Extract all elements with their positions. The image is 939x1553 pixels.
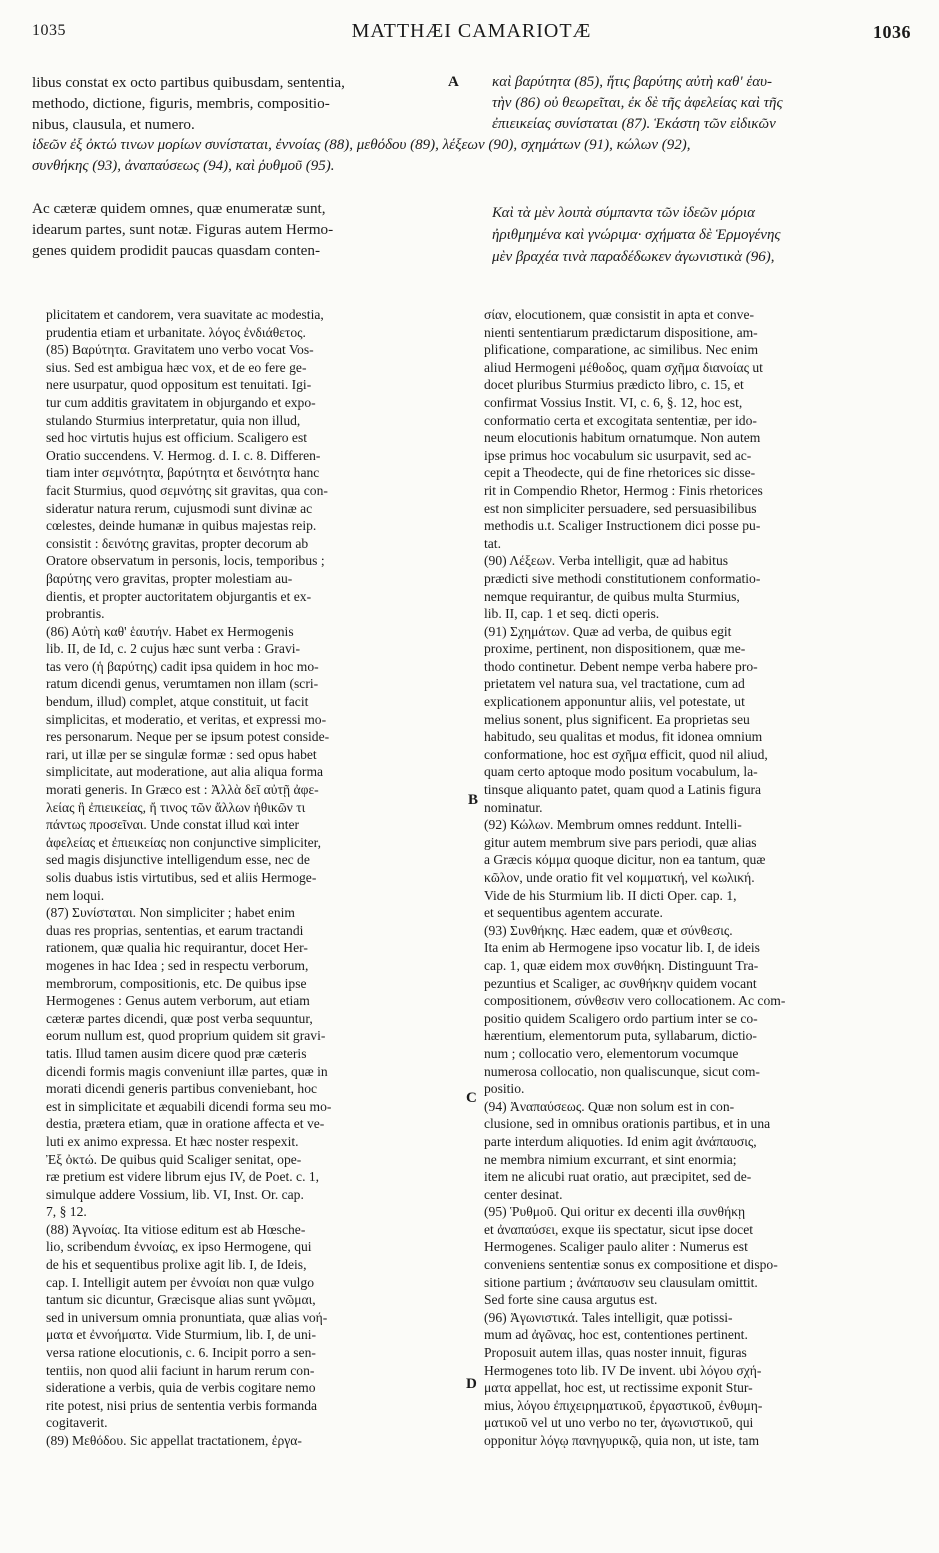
text-line: ἀφελείας et ἐπιεικείας non conjunctive simpliciter, bbox=[46, 834, 322, 850]
text-line: compositionem, σύνθεσιν vero collocationem. Ac com- bbox=[484, 993, 786, 1009]
text-line: Ita enim ab Hermogene ipso vocatur lib. I, de ideis bbox=[484, 940, 760, 956]
text-line: κῶλον, unde oratio fit vel κομματική, vel κωλική. bbox=[484, 870, 755, 885]
text-line: cap. I. Intelligit autem per ἐννοίαι non quæ vulgo bbox=[46, 1274, 315, 1290]
text-line: versa ratione elocutionis, c. 6. Incipit porro a sen- bbox=[46, 1345, 316, 1361]
text-line: probrantis. bbox=[46, 606, 105, 622]
text-line: cæteræ partes dicendi, quæ post verba sequuntur, bbox=[46, 1010, 313, 1026]
margin-marker-d: D bbox=[466, 1376, 477, 1392]
text-line: (93) Συνθήκης. Hæc eadem, quæ et σύνθεσις. bbox=[484, 922, 733, 938]
text-line: et sequentibus agentem accurate. bbox=[484, 905, 663, 921]
text-line: dientis, et propter auctoritatem objurgantis et ex- bbox=[46, 588, 312, 604]
text-line: nem loqui. bbox=[46, 887, 105, 903]
text-line: sideratione a verbis, quia de verbis cogitare nemo bbox=[46, 1380, 316, 1396]
greek-text-top bbox=[492, 72, 912, 135]
text-line: ματα appellat, hoc est, ut rectissime exponit Stur- bbox=[484, 1380, 753, 1396]
running-title: MATTHÆI CAMARIOTÆ bbox=[351, 20, 592, 42]
text-line: nienti sententiarum prædictarum dispositione, am- bbox=[484, 324, 758, 340]
text-line: positio quidem Scaligero ordo partium inter se co- bbox=[484, 1010, 758, 1026]
text-line: tiam inter σεμνότητα, βαρύτητα et δεινότητα hanc bbox=[46, 465, 320, 481]
text-line: (90) Λέξεων. Verba intelligit, quæ ad habitus bbox=[484, 553, 729, 569]
text-line: methodo, dictione, figuris, membris, compositio- bbox=[32, 95, 330, 112]
text-line: tur cum additis gravitatem in objurgando et expo- bbox=[46, 394, 316, 410]
text-line: (92) Κώλων. Membrum omnes reddunt. Intelli- bbox=[484, 817, 742, 833]
text-line: hærentium, elementorum puta, syllabarum, dictio- bbox=[484, 1028, 757, 1044]
text-line: bendum, illud) complet, atque constituit, ut facit bbox=[46, 694, 309, 710]
margin-marker-c: C bbox=[466, 1090, 477, 1106]
text-line: lib. II, de Id, c. 2 cujus hæc sunt verba : Gravi- bbox=[46, 641, 301, 657]
greek-text-full-width bbox=[32, 135, 912, 177]
text-line: plicitatem et candorem, vera suavitate ac modestia, bbox=[46, 307, 324, 322]
text-line: simplicitate, aut moderatione, aut alia aliqua forma bbox=[46, 764, 324, 780]
text-line: (85) Βαρύτητα. Gravitatem uno verbo vocat Vos- bbox=[46, 342, 314, 358]
text-line: συνθήκης (93), ἀναπαύσεως (94), καὶ ῥυθμοῦ (95). bbox=[32, 158, 335, 174]
text-line: rari, ut illæ per se singulæ formæ : sed opus habet bbox=[46, 746, 317, 762]
text-line: (96) Ἀγωνιστικά. Tales intelligit, quæ potissi- bbox=[484, 1309, 733, 1325]
text-line: res personarum. Neque per se ipsum potest conside- bbox=[46, 729, 330, 745]
text-line: proxime, pertinent, non dispositionem, quæ me- bbox=[484, 641, 746, 657]
text-line: ipse primus hoc vocabulum sic usurpavit, sed ac- bbox=[484, 447, 752, 463]
text-line: explicationem apponuntur aliis, vel potestate, ut bbox=[484, 694, 745, 710]
text-line: simulque addere Vossium, lib. VI, Inst. Or. cap. bbox=[46, 1186, 304, 1202]
text-line: et ἀναπαύσει, exque iis spectatur, sicut ipse docet bbox=[484, 1221, 754, 1237]
text-line: 7, § 12. bbox=[46, 1204, 87, 1220]
text-line: consistit : δεινότης gravitas, propter decorum ab bbox=[46, 535, 309, 551]
text-line: τὴν (86) οὐ θεωρεῖται, ἐκ δὲ τῆς ἀφελείας καὶ τῆς bbox=[492, 95, 783, 111]
text-line: morati generis. In Græco est : Ἀλλὰ δεῖ αὐτῇ ἀφε- bbox=[46, 782, 319, 798]
text-line: rationem, quæ qualia hic requirantur, docet Her- bbox=[46, 940, 308, 956]
text-line: ræ pretium est videre librum ejus IV, de Poet. c. 1, bbox=[46, 1169, 320, 1185]
text-line: destia, prætera etiam, quæ in oratione affecta et ve- bbox=[46, 1116, 325, 1132]
text-line: ἠριθμημένα καὶ γνώριμα· σχήματα δὲ Ἑρμογένης bbox=[492, 227, 781, 243]
page-header bbox=[32, 18, 911, 54]
text-line: Sed forte sine causa argutus est. bbox=[484, 1292, 658, 1308]
margin-marker-b: B bbox=[468, 792, 479, 808]
margin-marker-a: A bbox=[448, 74, 459, 90]
text-line: mum ad ἀγῶνας, hoc est, contentiones pertinent. bbox=[484, 1327, 748, 1343]
text-line: Ac cæteræ quidem omnes, quæ enumeratæ sunt, bbox=[32, 200, 326, 217]
text-line: libus constat ex octo partibus quibusdam, sententia, bbox=[32, 74, 345, 91]
text-line: tat. bbox=[484, 535, 501, 551]
text-line: sed magis disjunctive intelligendum esse, nec de bbox=[46, 852, 310, 868]
page-number-right: 1036 bbox=[873, 22, 911, 42]
text-line: mogenes in hac Idea ; sed in respectu verborum, bbox=[46, 957, 309, 973]
text-line: methodis u.t. Scaliger Instructionem dici posse pu- bbox=[484, 518, 761, 534]
text-line: genes quidem prodidit paucas quasdam conten- bbox=[32, 242, 321, 259]
text-line: sed hoc virtutis hujus est officium. Scaligero est bbox=[46, 430, 308, 446]
text-line: σίαν, elocutionem, quæ consistit in apta et conve- bbox=[484, 307, 755, 322]
footnotes-right-column bbox=[484, 306, 904, 1450]
text-line: facit Sturmius, quod σεμνότης sit gravitas, qua con- bbox=[46, 482, 328, 498]
footnotes-left-column bbox=[46, 306, 466, 1450]
text-line: tas vero (ἡ βαρύτης) cadit ipsa quidem in hoc mo- bbox=[46, 658, 319, 674]
text-line: thodo continetur. Debent nempe verba habere pro- bbox=[484, 658, 758, 674]
text-line: ματικοῦ vel ut uno verbo no ter, ἀγωνιστικοῦ, qui bbox=[484, 1415, 754, 1431]
text-line: prædicti sive methodi constitutionem conformatio- bbox=[484, 570, 761, 586]
text-line: Ἐξ ὀκτώ. De quibus quid Scaliger senitat, ope- bbox=[46, 1151, 302, 1167]
text-line: luti ex animo expressa. Et hæc noster respexit. bbox=[46, 1133, 299, 1149]
text-line: dicendi formis magis conveniunt illæ partes, quæ in bbox=[46, 1063, 328, 1079]
text-line: prudentia etiam et urbanitate. λόγος ἐνδιάθετος. bbox=[46, 324, 306, 340]
text-line: sideratur natura rerum, cujusmodi sunt divinæ ac bbox=[46, 500, 313, 516]
text-line: est non simpliciter persuadere, sed persuasibilibus bbox=[484, 500, 757, 516]
text-line: ne membra nimium excurrant, et sint enormia; bbox=[484, 1151, 737, 1167]
text-line: Καὶ τὰ μὲν λοιπὰ σύμπαντα τῶν ἰδεῶν μόρια bbox=[492, 205, 756, 221]
text-line: nibus, clausula, et numero. bbox=[32, 116, 195, 133]
text-line: rite potest, nisi prius de sententia verbis formanda bbox=[46, 1397, 318, 1413]
text-line: num ; collocatio vero, elementorum vocumque bbox=[484, 1045, 739, 1061]
text-line: numerosa collocatio, non qualiscunque, sicut com- bbox=[484, 1063, 760, 1079]
text-line: lio, scribendum ἐννοίας, ex ipso Hermogene, qui bbox=[46, 1239, 312, 1255]
text-line: (95) Ῥυθμοῦ. Qui oritur ex decenti illa συνθήκῃ bbox=[484, 1204, 746, 1220]
text-line: conformatione, hoc est σχῆμα efficit, quod nil aliud, bbox=[484, 746, 768, 762]
latin-text-second bbox=[32, 198, 452, 261]
text-line: βαρύτης vero gravitas, propter molestiam au- bbox=[46, 570, 293, 586]
text-line: Oratio succendens. V. Hermog. d. I. c. 8. Differen- bbox=[46, 447, 321, 463]
text-line: prietatem vel natura sua, vel tractatione, cum ad bbox=[484, 676, 745, 692]
text-line: de his et sequentibus prolixe agit lib. I, de Ideis, bbox=[46, 1257, 307, 1273]
text-line: tatis. Illud tamen ausim dicere quod præ cæteris bbox=[46, 1045, 307, 1061]
text-line: cap. 1, quæ eidem mox συνθήκη. Distinguunt Tra- bbox=[484, 957, 759, 973]
text-line: cœlestes, deinde humanæ in quibus majestas reip. bbox=[46, 518, 317, 534]
text-line: plificatione, comparatione, ac similibus. Nec enim bbox=[484, 342, 759, 358]
text-line: μὲν βραχέα τινὰ παραδέδωκεν ἀγωνιστικὰ (96), bbox=[492, 249, 775, 265]
text-line: parte interdum aliquoties. Id enim agit ἀνάπαυσις, bbox=[484, 1133, 757, 1149]
text-line: conveniens sententiæ sonus ex compositione et dispo- bbox=[484, 1257, 778, 1273]
text-line: lib. II, cap. 1 et seq. dicti operis. bbox=[484, 606, 660, 622]
text-line: habitudo, seu qualitas et modus, fit idonea omnium bbox=[484, 729, 763, 745]
text-line: quam certo aptoque modo positum vocabulum, la- bbox=[484, 764, 758, 780]
text-line: tentiis, non quod alii faciunt in harum rerum con- bbox=[46, 1362, 315, 1378]
text-line: cepit a Theodecte, qui de fine rhetorices sic disse- bbox=[484, 465, 756, 481]
text-line: καὶ βαρύτητα (85), ἥτις βαρύτης αὐτὴ καθ' ἑαυ- bbox=[492, 74, 772, 90]
text-line: nemque requirantur, de quibus multa Sturmius, bbox=[484, 588, 740, 604]
text-line: aliud Hermogeni μέθοδος, quam σχῆμα διανοίας ut bbox=[484, 359, 763, 375]
text-line: docet pluribus Sturmius prædicto libro, c. 15, et bbox=[484, 377, 744, 393]
greek-text-second bbox=[492, 202, 912, 268]
text-line: est in simplicitate et æquabili dicendi forma seu mo- bbox=[46, 1098, 332, 1114]
text-line: a Græcis κόμμα quoque dicitur, non ea tantum, quæ bbox=[484, 852, 766, 868]
text-line: neum elocutionis habitum ornatumque. Non autem bbox=[484, 430, 761, 446]
text-line: rit in Compendio Rhetor, Hermog : Finis rhetorices bbox=[484, 482, 763, 498]
text-line: (86) Αὐτὴ καθ' ἑαυτήν. Habet ex Hermogenis bbox=[46, 623, 294, 639]
text-line: center desinat. bbox=[484, 1186, 563, 1202]
text-line: cogitaverit. bbox=[46, 1415, 108, 1431]
text-line: Hermogenes. Scaliger paulo aliter : Numerus est bbox=[484, 1239, 748, 1255]
text-line: Hermogenes : Genus autem verborum, aut etiam bbox=[46, 993, 310, 1009]
text-line: (87) Συνίσταται. Non simpliciter ; habet enim bbox=[46, 905, 295, 921]
text-line: tinsque aliquanto patet, quam quod a Latinis figura bbox=[484, 782, 762, 798]
text-line: Vide de his Sturmium lib. II dicti Oper. cap. 1, bbox=[484, 887, 737, 903]
text-line: ἰδεῶν ἐξ ὀκτώ τινων μορίων συνίσταται, ἐννοίας (88), μεθόδου (89), λέξεων (90), σχημάτων (91), κώλων (92), bbox=[32, 137, 691, 153]
text-line: λείας ἢ ἐπιεικείας, ἤ τινος τῶν ἄλλων ἠθικῶν τι bbox=[46, 799, 306, 815]
text-line: conformatio certa et excogitata sententiæ, per ido- bbox=[484, 412, 757, 428]
text-line: nere usurpatur, quod oppositum est tenuitati. Igi- bbox=[46, 377, 312, 393]
text-line: πάντως προσεῖναι. Unde constat illud καὶ inter bbox=[46, 817, 300, 833]
text-line: confirmat Vossius Instit. VI, c. 6, §. 12, hoc est, bbox=[484, 394, 743, 410]
text-line: (91) Σχημάτων. Quæ ad verba, de quibus egit bbox=[484, 623, 732, 639]
text-line: opponitur λόγῳ πανηγυρικῷ, quia non, ut iste, tam bbox=[484, 1433, 760, 1448]
text-line: nominatur. bbox=[484, 799, 543, 815]
text-line: clusione, sed in omnibus orationis partibus, et in una bbox=[484, 1116, 771, 1132]
text-line: sius. Sed est ambigua hæc vox, et de eo fere ge- bbox=[46, 359, 307, 375]
text-line: membrorum, compositionis, etc. De quibus ipse bbox=[46, 975, 307, 991]
text-line: stulando Sturmius interpretatur, quia non illud, bbox=[46, 412, 301, 428]
text-line: tantum sic dicuntur, Græcisque alias sunt γνῶμαι, bbox=[46, 1292, 316, 1308]
text-line: Proposuit autem illas, quas noster innuit, figuras bbox=[484, 1345, 747, 1361]
text-line: positio. bbox=[484, 1081, 525, 1097]
text-line: idearum partes, sunt notæ. Figuras autem Hermo- bbox=[32, 221, 334, 238]
text-line: morati dicendi generis partibus conveniebant, hoc bbox=[46, 1081, 318, 1097]
text-line: eorum nullum est, quod proprium quidem sit gravi- bbox=[46, 1028, 326, 1044]
text-line: (89) Μεθόδου. Sic appellat tractationem, ἐργα- bbox=[46, 1433, 302, 1448]
text-line: pezuntius et Scaliger, ac συνθήκην quidem vocant bbox=[484, 975, 757, 991]
text-line: melius sonent, plus significent. Ea proprietas seu bbox=[484, 711, 750, 727]
text-line: (88) Ἀγνοίας. Ita vitiose editum est ab Hœsche- bbox=[46, 1221, 306, 1237]
text-line: Hermogenes toto lib. IV De invent. ubi λόγου σχή- bbox=[484, 1362, 762, 1378]
text-line: simplicitas, et moderatio, et veritas, et expressi mo- bbox=[46, 711, 327, 727]
text-line: gitur autem membrum sive pars periodi, quæ alias bbox=[484, 834, 757, 850]
text-line: Oratore observatum in personis, locis, temporibus ; bbox=[46, 553, 325, 569]
text-line: sed in universum omnia pronuntiata, quæ alias νοή- bbox=[46, 1309, 328, 1325]
text-line: duas res proprias, sententias, et earum tractandi bbox=[46, 922, 304, 938]
text-line: ratum dicendi genus, verumtamen non illam (scri- bbox=[46, 676, 319, 692]
text-line: (94) Ἀναπαύσεως. Quæ non solum est in con- bbox=[484, 1098, 735, 1114]
text-line: solis duabus istis virtutibus, sed et aliis Hermoge- bbox=[46, 870, 317, 885]
page-number-left: 1035 bbox=[32, 22, 66, 39]
latin-text-top bbox=[32, 72, 452, 135]
text-line: sitione partium ; ἀνάπαυσιν seu clausulam omittit. bbox=[484, 1274, 758, 1290]
text-line: item ne alicubi ruat oratio, aut præcipitet, sed de- bbox=[484, 1169, 752, 1185]
text-line: ἐπιεικείας συνίσταται (87). Ἑκάστη τῶν εἰδικῶν bbox=[492, 116, 776, 132]
text-line: mius, λόγου ἐπιχειρηματικοῦ, ἐργαστικοῦ, ἐνθυμη- bbox=[484, 1397, 763, 1413]
text-line: ματα et ἐννοήματα. Vide Sturmium, lib. I, de uni- bbox=[46, 1327, 317, 1343]
